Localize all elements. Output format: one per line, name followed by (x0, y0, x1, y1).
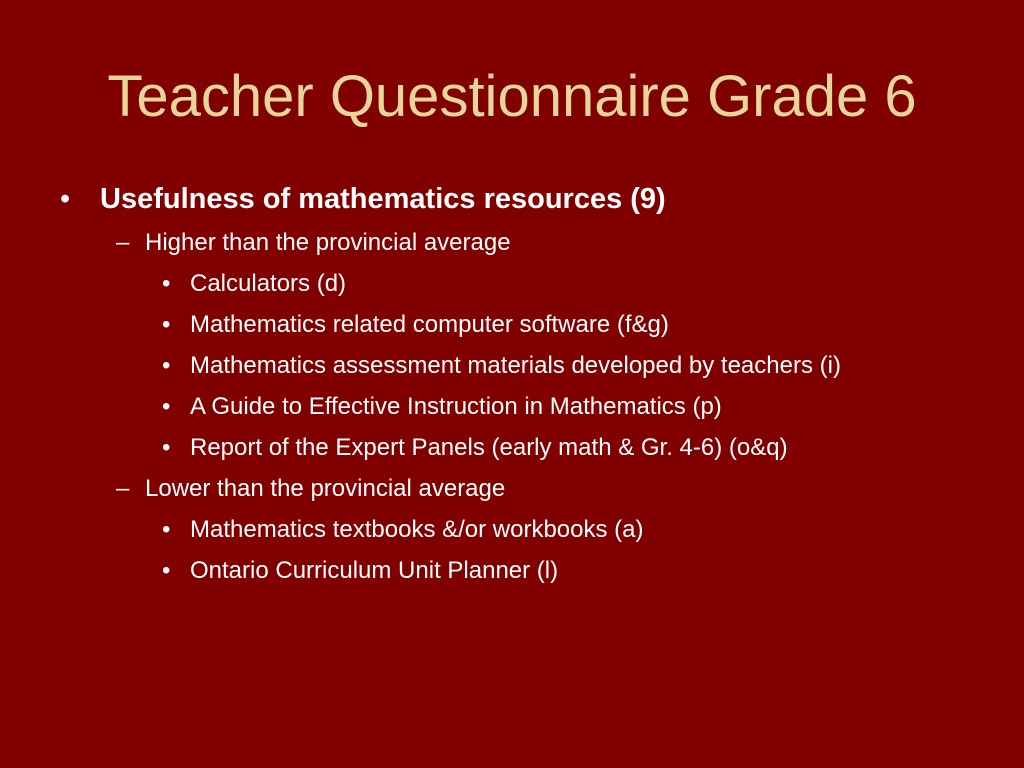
slide-content (0, 176, 1024, 591)
list-item (0, 345, 1024, 386)
bullet-icon: • (162, 311, 171, 338)
list-item-text: Report of the Expert Panels (early math & Gr. 4-6) (o&q) (190, 434, 788, 461)
bullet-icon: • (60, 183, 71, 215)
list-item (0, 509, 1024, 550)
list-item-text: A Guide to Effective Instruction in Mathematics (p) (190, 393, 722, 420)
bullet-icon: • (162, 434, 171, 461)
dash-icon: – (116, 229, 130, 256)
list-item (0, 550, 1024, 591)
list-item-text: Mathematics textbooks &/or workbooks (a) (190, 516, 644, 543)
bullet-item (0, 176, 1024, 222)
bullet-icon: • (162, 352, 171, 379)
bullet-icon: • (162, 270, 171, 297)
dash-icon: – (116, 475, 130, 502)
bullet-icon: • (162, 516, 171, 543)
list-item-text: Mathematics assessment materials developed by teachers (i) (190, 352, 841, 379)
list-item (0, 427, 1024, 468)
list-item-text: Ontario Curriculum Unit Planner (l) (190, 557, 559, 584)
sub-item-text: Higher than the provincial average (145, 229, 511, 256)
list-item-text: Mathematics related computer software (f&g) (190, 311, 669, 338)
sub-item-text: Lower than the provincial average (145, 475, 506, 502)
list-item (0, 304, 1024, 345)
list-item-text: Calculators (d) (190, 270, 347, 297)
slide-title: Teacher Questionnaire Grade 6 (107, 64, 917, 129)
sub-item (0, 222, 1024, 263)
list-item (0, 386, 1024, 427)
bullet-icon: • (162, 557, 171, 584)
sub-item (0, 468, 1024, 509)
list-item (0, 263, 1024, 304)
bullet-icon: • (162, 393, 171, 420)
bullet-text: Usefulness of mathematics resources (9) (100, 183, 666, 215)
